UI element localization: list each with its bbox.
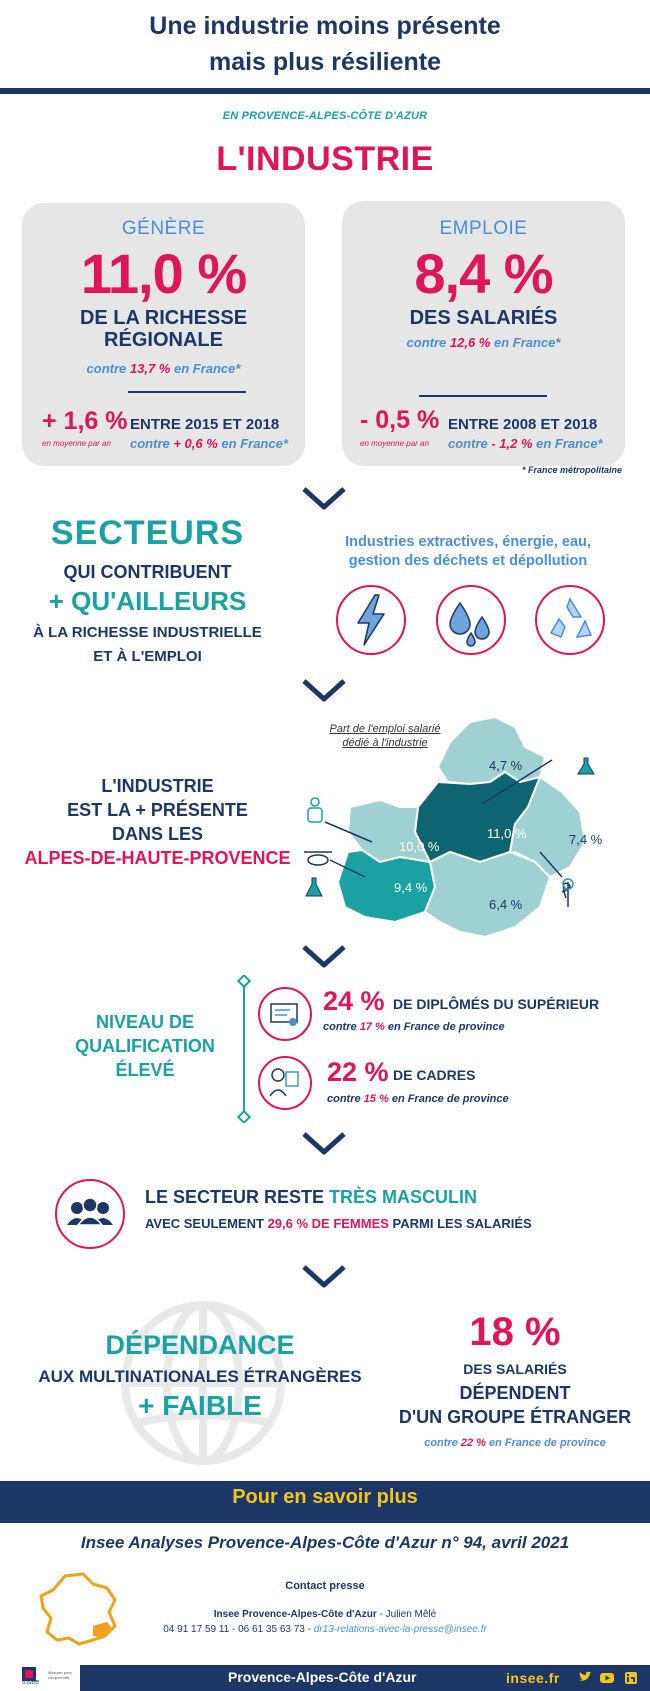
diplomes-compare <box>323 1021 505 1033</box>
foreign-lines <box>395 1381 635 1429</box>
gender-highlight: 29,6 % DE FEMMES <box>267 1216 389 1231</box>
map-caption-line: Part de l'emploi salarié <box>329 723 441 735</box>
compare-prefix: contre <box>406 335 450 350</box>
linkedin-icon[interactable] <box>624 1670 638 1684</box>
card-rule <box>419 395 547 397</box>
compare-prefix: contre <box>448 436 492 451</box>
industries-label <box>318 533 618 571</box>
insee-site-link[interactable]: insee.fr <box>506 1670 560 1686</box>
card-subtitle <box>22 307 305 351</box>
map-value-alpes-maritimes: 7,4 % <box>569 832 603 847</box>
compare-suffix: en France de province <box>388 1093 509 1105</box>
pharmacy-icon <box>562 879 573 907</box>
footer-title: Pour en savoir plus <box>232 1486 418 1508</box>
compare-suffix: en France de province <box>384 1021 505 1033</box>
dependance-highlight: + FAIBLE <box>138 1390 262 1421</box>
chevron-down-icon <box>301 1131 347 1155</box>
card-rule <box>128 391 246 393</box>
header-rule <box>0 88 650 94</box>
sectors-title: SECTEURS <box>50 514 245 552</box>
insee-logo <box>22 1667 46 1689</box>
foreign-line: DES SALARIÉS <box>463 1361 567 1377</box>
contact-email-link[interactable]: dr13-relations-avec-la-presse@insee.fr <box>313 1624 487 1635</box>
gender-text: LE SECTEUR RESTE <box>145 1187 330 1207</box>
compare-value: - 1,2 % <box>491 436 533 451</box>
compare-value: + 0,6 % <box>173 436 218 451</box>
compare-value: 22 % <box>460 1437 486 1449</box>
evolution-value: + 1,6 % <box>42 407 128 435</box>
chevron-down-icon <box>301 1264 347 1288</box>
foreign-line: D'UN GROUPE ÉTRANGER <box>398 1407 632 1427</box>
title-line-1: Une industrie moins présente <box>149 12 501 40</box>
region-label: EN PROVENCE-ALPES-CÔTE D'AZUR <box>222 110 428 122</box>
card-value: 8,4 % <box>414 242 553 305</box>
qualification-title-line: ÉLEVÉ <box>115 1060 175 1080</box>
main-title: L'INDUSTRIE <box>216 140 434 178</box>
qualification-title <box>60 1010 230 1082</box>
sectors-line: QUI CONTRIBUENT <box>63 562 232 582</box>
contact-phones: 04 91 17 59 11 - 06 61 35 63 73 - <box>163 1624 314 1635</box>
evolution-compare <box>130 436 288 451</box>
map-headline-line: DANS LES <box>111 824 203 844</box>
flask-icon <box>578 758 594 774</box>
evolution-value: - 0,5 % <box>360 406 440 434</box>
diploma-icon <box>258 987 312 1041</box>
card-heading: GÉNÈRE <box>121 218 206 239</box>
gender-line-2 <box>145 1216 532 1231</box>
chevron-down-icon <box>301 944 347 968</box>
gender-text: AVEC SEULEMENT <box>145 1216 268 1231</box>
foreign-line: DÉPENDENT <box>459 1383 571 1403</box>
compare-value: 12,6 % <box>449 335 491 350</box>
industries-line: Industries extractives, énergie, eau, <box>345 534 591 550</box>
compare-prefix: contre <box>327 1093 364 1105</box>
map-value-hautes-alpes: 4,7 % <box>489 758 523 773</box>
card-compare <box>22 361 305 376</box>
france-map-icon <box>35 1570 125 1650</box>
evolution-text: ENTRE 2015 ET 2018 <box>130 416 280 433</box>
compare-suffix: en France* <box>490 335 561 350</box>
diplomes-value: 24 % <box>323 986 385 1016</box>
dependance-line: AUX MULTINATIONALES ÉTRANGÈRES <box>38 1367 362 1386</box>
map-headline-highlight: ALPES-DE-HAUTE-PROVENCE <box>24 848 291 868</box>
diplomes-text: DE DIPLÔMÉS DU SUPÉRIEUR <box>393 996 600 1012</box>
compare-value: 15 % <box>363 1093 389 1105</box>
map-headline <box>0 774 315 870</box>
card-compare <box>342 335 625 350</box>
recycle-icon <box>535 585 605 655</box>
gender-text: PARMI LES SALARIÉS <box>388 1216 532 1231</box>
compare-value: 17 % <box>359 1021 385 1033</box>
helicopter-icon <box>304 852 332 865</box>
water-drops-icon <box>436 585 506 655</box>
title-line-2: mais plus résiliente <box>208 48 442 76</box>
map-value-vaucluse: 10,0 % <box>399 839 440 854</box>
gender-highlight: TRÈS MASCULIN <box>329 1187 478 1207</box>
cadres-compare <box>327 1093 509 1105</box>
contact-line <box>140 1609 510 1620</box>
insee-logo-tagline: Mesurer pour comprendre <box>48 1670 72 1680</box>
flask-icon <box>306 878 322 896</box>
cow-milk-icon <box>308 798 322 822</box>
manager-icon <box>258 1056 312 1110</box>
map-caption-line: dédié à l'industrie <box>342 737 428 749</box>
richesse-card <box>22 203 305 466</box>
evolution-note: en moyenne par an <box>42 439 111 448</box>
industries-line: gestion des déchets et dépollution <box>348 553 588 569</box>
sectors-line: ET À L'EMPLOI <box>93 648 202 665</box>
twitter-icon[interactable] <box>578 1670 592 1684</box>
compare-prefix: contre <box>323 1021 360 1033</box>
map-headline-line: EST LA + PRÉSENTE <box>67 800 248 820</box>
men-group-icon <box>55 1179 125 1249</box>
compare-suffix: en France* <box>217 436 288 451</box>
qualification-divider <box>237 975 251 1123</box>
contact-title: Contact presse <box>285 1580 365 1592</box>
dependance-title: DÉPENDANCE <box>105 1330 295 1360</box>
card-subtitle-line: DE LA RICHESSE <box>79 307 248 329</box>
compare-prefix: contre <box>86 361 130 376</box>
contact-org: Insee Provence-Alpes-Côte d'Azur <box>213 1609 377 1620</box>
compare-prefix: contre <box>424 1437 461 1449</box>
map-value-alpes-de-haute-provence: 11,0 % <box>487 826 527 841</box>
evolution-compare <box>448 436 603 451</box>
card-value: 11,0 % <box>80 242 247 305</box>
foreign-compare <box>395 1437 635 1449</box>
publication-link[interactable]: Insee Analyses Provence-Alpes-Côte d'Azur n° 94, avril 2021 <box>80 1533 570 1552</box>
insee-logo-text: Insee <box>22 1679 40 1686</box>
evolution-text: ENTRE 2008 ET 2018 <box>448 416 598 433</box>
map-value-bouches-du-rhone: 9,4 % <box>394 880 428 895</box>
contact-person: - Julien Mêlé <box>376 1609 437 1620</box>
page-title <box>0 8 650 80</box>
card-subtitle: DES SALARIÉS <box>409 307 558 329</box>
compare-value: 13,7 % <box>129 361 171 376</box>
qualification-title-line: QUALIFICATION <box>75 1036 215 1056</box>
foreign-value: 18 % <box>469 1310 561 1354</box>
map-headline-line: L'INDUSTRIE <box>101 776 214 796</box>
footer-region-name: Provence-Alpes-Côte d'Azur <box>228 1669 417 1685</box>
map-var <box>425 852 550 937</box>
gender-line-1 <box>145 1187 477 1208</box>
lightning-icon <box>336 585 406 655</box>
contact-details <box>130 1624 520 1635</box>
emploi-card <box>342 201 625 466</box>
map-value-var: 6,4 % <box>489 897 523 912</box>
cadres-value: 22 % <box>327 1057 389 1087</box>
card-subtitle-line: RÉGIONALE <box>104 329 223 351</box>
card-heading: EMPLOIE <box>439 218 528 239</box>
compare-prefix: contre <box>130 436 174 451</box>
chevron-down-icon <box>301 486 347 510</box>
youtube-icon[interactable] <box>599 1670 615 1684</box>
compare-suffix: en France* <box>170 361 241 376</box>
compare-suffix: en France de province <box>485 1437 606 1449</box>
cadres-text: DE CADRES <box>393 1067 476 1083</box>
compare-suffix: en France* <box>532 436 603 451</box>
footnote: * France métropolitaine <box>521 465 622 475</box>
evolution-note: en moyenne par an <box>360 439 429 448</box>
sectors-highlight: + QU'AILLEURS <box>48 586 247 616</box>
sectors-line: À LA RICHESSE INDUSTRIELLE <box>33 624 262 641</box>
chevron-down-icon <box>301 678 347 702</box>
qualification-title-line: NIVEAU DE <box>95 1012 194 1032</box>
